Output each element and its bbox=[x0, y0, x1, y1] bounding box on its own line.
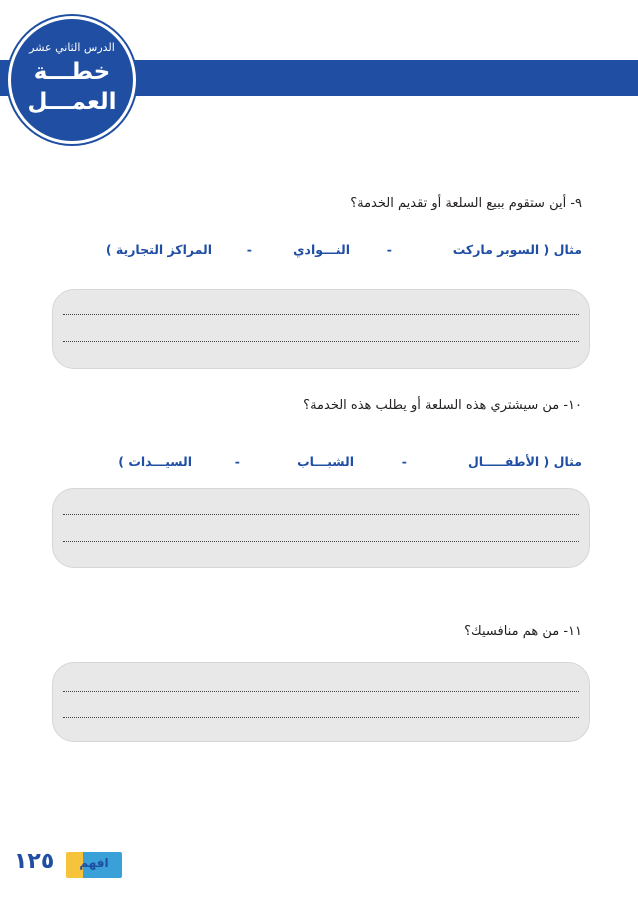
example-separator: - bbox=[234, 454, 240, 469]
publisher-logo bbox=[66, 852, 122, 878]
logo-text: افهم bbox=[79, 856, 109, 870]
answer-line bbox=[63, 717, 579, 718]
example-separator: - bbox=[246, 242, 252, 257]
answer-box-10[interactable] bbox=[52, 488, 590, 568]
lesson-badge bbox=[8, 16, 136, 144]
example-item: مثال ( الأطفـــــال bbox=[467, 454, 582, 469]
example-row-9 bbox=[90, 242, 582, 264]
example-item: الشبـــاب bbox=[297, 454, 354, 469]
answer-line bbox=[63, 314, 579, 315]
answer-box-9[interactable] bbox=[52, 289, 590, 369]
question-10: ١٠- من سيشتري هذه السلعة أو يطلب هذه الخدمة؟ bbox=[303, 398, 582, 413]
page-number: ١٢٥ bbox=[14, 849, 55, 874]
example-row-10 bbox=[90, 454, 582, 476]
lesson-title-line1: خطـــة bbox=[33, 59, 111, 85]
answer-line bbox=[63, 541, 579, 542]
example-item: مثال ( السوبر ماركت bbox=[452, 242, 582, 257]
question-11: ١١- من هم منافسيك؟ bbox=[464, 624, 582, 639]
question-9: ٩- أين ستقوم ببيع السلعة أو تقديم الخدمة؟ bbox=[350, 196, 582, 211]
lesson-subtitle: الدرس الثاني عشر bbox=[29, 41, 115, 54]
answer-line bbox=[63, 341, 579, 342]
example-separator: - bbox=[401, 454, 407, 469]
lesson-title-line2: العمـــل bbox=[27, 89, 117, 115]
example-item: المراكز التجارية ) bbox=[105, 242, 212, 257]
answer-box-11[interactable] bbox=[52, 662, 590, 742]
example-item: النـــوادي bbox=[293, 242, 350, 257]
example-separator: - bbox=[386, 242, 392, 257]
answer-line bbox=[63, 691, 579, 692]
example-item: السيـــدات ) bbox=[118, 454, 192, 469]
answer-line bbox=[63, 514, 579, 515]
